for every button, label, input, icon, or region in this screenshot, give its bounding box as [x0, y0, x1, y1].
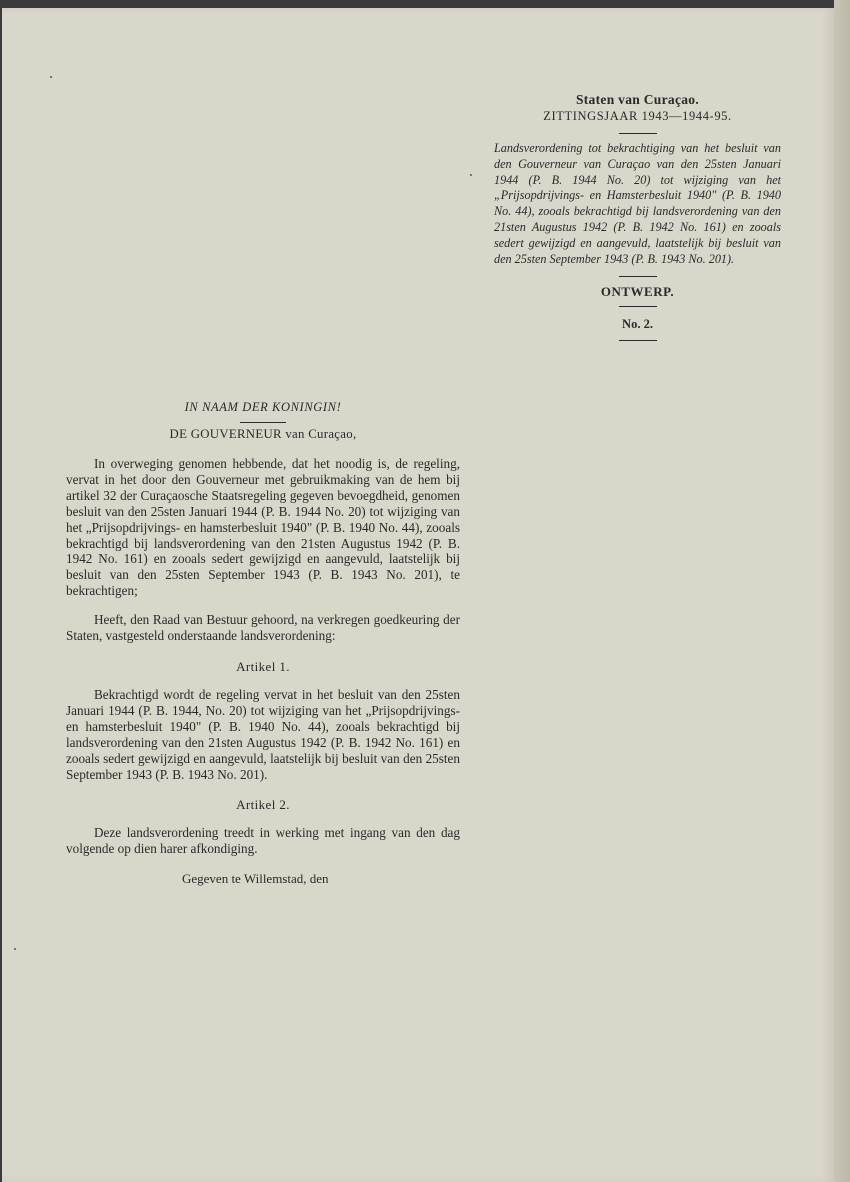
divider [240, 422, 286, 423]
artikel-1-text: Bekrachtigd wordt de regeling vervat in het besluit van den 25sten Januari 1944 (P. B. 1944, No. 20) tot wijziging van het „Prijsopdrijvings- en hamsterbesluit 1940" (P. B. 1940 No. 44), zooals bekrachtigd bij landsverordening van den 21sten Augustus 1942 (P. B. 1942 No. 161) en zooals sedert gewijzigd en aangevuld, laatstelijk bij besluit van den 25sten September 1943 (P. B. 1943 No. 201). [66, 686, 460, 782]
header-block [490, 92, 785, 341]
zittingsjaar: ZITTINGSJAAR 1943—1944-95. [543, 109, 732, 123]
gegeven-line: Gegeven te Willemstad, den [182, 871, 329, 887]
artikel-2-text: Deze landsverordening treedt in werking met ingang van den dag volgende op dien harer afkondiging. [66, 825, 460, 857]
divider [619, 340, 657, 341]
ontwerp-label: ONTWERP. [600, 284, 675, 300]
divider [619, 306, 657, 307]
draft-number: No. 2. [622, 317, 653, 332]
overweging-paragraph: In overweging genomen hebbende, dat het noodig is, de regeling, vervat in het door den Gouverneur met gebruikmaking van de hem bij artikel 32 der Curaçaosche Staatsregeling gegeven bevoegdheid, genomen besluit van den 25sten Januari 1944 (P. B. 1944 No. 20) tot wijziging van het „Prijsopdrijvings- en hamsterbesluit 1940" (P. B. 1940 No. 44), zooals bekrachtigd bij landsverordening van den 21sten Augustus 1942 (P. B. 1942 No. 161) en zooals sedert gewijzigd en aangevuld, laatstelijk bij besluit van den 25sten September 1943 (P. B. 1943 No. 201), te bekrachtigen; [66, 456, 460, 599]
divider [619, 133, 657, 134]
scan-speck [50, 76, 52, 78]
page-edge [834, 0, 850, 1182]
gouverneur-heading: DE GOUVERNEUR van Curaçao, [169, 427, 357, 441]
scan-top-border [0, 0, 850, 8]
scan-speck [470, 174, 472, 176]
main-text [66, 400, 460, 887]
ordinance-title: Landsverordening tot bekrachtiging van het besluit van den Gouverneur van Curaçao van den 25sten Januari 1944 (P. B. 1944 No. 20) tot wijziging van het „Prijsopdrijvings- en Hamsterbesluit 1940" (P. B. 1940 No. 44), zooals bekrachtigd bij landsverordening van den 21sten Augustus 1942 (P. B. 1942 No. 161) en zooals sedert gewijzigd en aangevuld, laatstelijk bij besluit van den 25sten September 1943 (P. B. 1943 No. 201). [494, 141, 781, 266]
document-page [2, 8, 834, 1182]
scan-speck [14, 948, 16, 950]
in-naam-heading: IN NAAM DER KONINGIN! [184, 400, 342, 414]
artikel-1-heading: Artikel 1. [236, 658, 290, 674]
artikel-2-heading: Artikel 2. [236, 797, 290, 813]
heeft-paragraph: Heeft, den Raad van Bestuur gehoord, na verkregen goedkeuring der Staten, vastgesteld onderstaande landsverordening: [66, 612, 460, 644]
staten-heading: Staten van Curaçao. [575, 92, 700, 107]
divider [619, 276, 657, 277]
